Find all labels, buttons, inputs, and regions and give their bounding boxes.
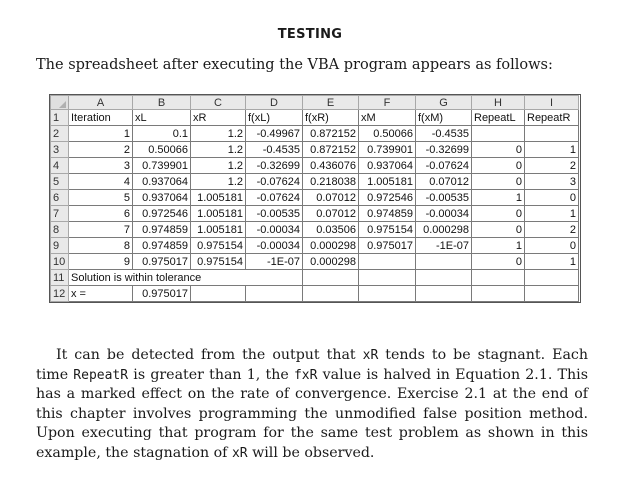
row-header-12[interactable]: 12 [51,286,69,302]
cell-f4[interactable]: 0.937064 [359,158,416,174]
column-header-f[interactable]: F [359,96,416,110]
body-paragraph [36,346,588,463]
cell-c8[interactable]: 1.005181 [191,222,246,238]
cell-a10[interactable]: 9 [69,254,133,270]
column-header-b[interactable]: B [133,96,191,110]
cell-e3[interactable]: 0.872152 [303,142,359,158]
section-heading: TESTING [277,27,343,42]
cell-b8[interactable]: 0.974859 [133,222,191,238]
cell-i8[interactable]: 2 [525,222,579,238]
cell-c5[interactable]: 1.2 [191,174,246,190]
table-row [51,270,579,286]
table-row [51,142,579,158]
cell-h9[interactable]: 1 [472,238,525,254]
cell-c10[interactable]: 0.975154 [191,254,246,270]
cell-d6[interactable]: -0.07624 [246,190,303,206]
cell-f2[interactable]: 0.50066 [359,126,416,142]
cell-f6[interactable]: 0.972546 [359,190,416,206]
row-header-1[interactable]: 1 [51,110,69,126]
cell-c3[interactable]: 1.2 [191,142,246,158]
table-row [51,126,579,142]
cell-c1[interactable]: xR [191,110,246,126]
table-row [51,158,579,174]
cell-i2[interactable] [525,126,579,142]
row-header-9[interactable]: 9 [51,238,69,254]
cell-d4[interactable]: -0.32699 [246,158,303,174]
cell-c2[interactable]: 1.2 [191,126,246,142]
spreadsheet-table [50,95,579,302]
select-all-corner[interactable] [51,96,69,110]
cell-d5[interactable]: -0.07624 [246,174,303,190]
row-header-11[interactable]: 11 [51,270,69,286]
cell-g2[interactable]: -0.4535 [416,126,472,142]
cell-f3[interactable]: 0.739901 [359,142,416,158]
cell-e10[interactable]: 0.000298 [303,254,359,270]
cell-a4[interactable]: 3 [69,158,133,174]
column-header-a[interactable]: A [69,96,133,110]
cell-h7[interactable]: 0 [472,206,525,222]
cell-d10[interactable]: -1E-07 [246,254,303,270]
cell-h1[interactable]: RepeatL [472,110,525,126]
cell-g7[interactable]: -0.00034 [416,206,472,222]
table-row [51,254,579,270]
cell-h4[interactable]: 0 [472,158,525,174]
cell-e1[interactable]: f(xR) [303,110,359,126]
row-header-3[interactable]: 3 [51,142,69,158]
cell-a8[interactable]: 7 [69,222,133,238]
cell-g6[interactable]: -0.00535 [416,190,472,206]
cell-h2[interactable] [472,126,525,142]
cell-g3[interactable]: -0.32699 [416,142,472,158]
cell-e6[interactable]: 0.07012 [303,190,359,206]
cell-b7[interactable]: 0.972546 [133,206,191,222]
cell-f9[interactable]: 0.975017 [359,238,416,254]
cell-i9[interactable]: 0 [525,238,579,254]
cell-d2[interactable]: -0.49967 [246,126,303,142]
column-header-c[interactable]: C [191,96,246,110]
spreadsheet [49,94,581,303]
row-header-5[interactable]: 5 [51,174,69,190]
code-xR: xR [362,348,379,363]
cell-d1[interactable]: f(xL) [246,110,303,126]
para-text-4: value is halved in Equation 2.1. This has a marked effect on the rate of convergence. Exercise 2.1 at the end of this chapter involves programming the unmodified false position method. Upon executing that program for the same test problem as shown in this example, the stagnation of [36,366,588,461]
cell-b5[interactable]: 0.937064 [133,174,191,190]
cell-a2[interactable]: 1 [69,126,133,142]
para-text-2: tends to be stagnant. Each time [36,347,589,383]
cell-c4[interactable]: 1.2 [191,158,246,174]
cell-g10[interactable] [416,254,472,270]
cell-e8[interactable]: 0.03506 [303,222,359,238]
cell-e4[interactable]: 0.436076 [303,158,359,174]
cell-d7[interactable]: -0.00535 [246,206,303,222]
cell-g5[interactable]: 0.07012 [416,174,472,190]
cell-e12[interactable] [303,286,359,302]
cell-h10[interactable]: 0 [472,254,525,270]
cell-h12[interactable] [472,286,525,302]
para-text-1: It can be detected from the output that [56,347,363,363]
row-header-2[interactable]: 2 [51,126,69,142]
cell-a9[interactable]: 8 [69,238,133,254]
cell-a5[interactable]: 4 [69,174,133,190]
cell-e7[interactable]: 0.07012 [303,206,359,222]
cell-d9[interactable]: -0.00034 [246,238,303,254]
intro-text: The spreadsheet after executing the VBA program appears as follows: [36,57,553,73]
cell-i5[interactable]: 3 [525,174,579,190]
table-row [51,190,579,206]
table-row [51,222,579,238]
cell-i6[interactable]: 0 [525,190,579,206]
cell-h11[interactable] [472,270,525,286]
cell-h8[interactable]: 0 [472,222,525,238]
cell-d3[interactable]: -0.4535 [246,142,303,158]
table-row [51,206,579,222]
cell-g11[interactable] [416,270,472,286]
cell-i1[interactable]: RepeatR [525,110,579,126]
code-RepeatR: RepeatR [73,367,129,383]
cell-d11[interactable] [246,270,303,286]
cell-g12[interactable] [416,286,472,302]
cell-b10[interactable]: 0.975017 [133,254,191,270]
column-header-row [51,96,579,110]
cell-i11[interactable] [525,270,579,286]
cell-b6[interactable]: 0.937064 [133,190,191,206]
cell-i12[interactable] [525,286,579,302]
cell-f12[interactable] [359,286,416,302]
cell-a3[interactable]: 2 [69,142,133,158]
cell-h5[interactable]: 0 [472,174,525,190]
cell-b1[interactable]: xL [133,110,191,126]
row-header-4[interactable]: 4 [51,158,69,174]
cell-g9[interactable]: -1E-07 [416,238,472,254]
cell-b9[interactable]: 0.974859 [133,238,191,254]
cell-c7[interactable]: 1.005181 [191,206,246,222]
column-header-d[interactable]: D [246,96,303,110]
cell-e5[interactable]: 0.218038 [303,174,359,190]
code-fxR: fxR [293,367,318,383]
cell-g1[interactable]: f(xM) [416,110,472,126]
cell-e2[interactable]: 0.872152 [303,126,359,142]
cell-f10[interactable] [359,254,416,270]
row-header-10[interactable]: 10 [51,254,69,270]
row-header-8[interactable]: 8 [51,222,69,238]
cell-c12[interactable] [191,286,246,302]
cell-a6[interactable]: 5 [69,190,133,206]
cell-a1[interactable]: Iteration [69,110,133,126]
cell-f7[interactable]: 0.974859 [359,206,416,222]
cell-f11[interactable] [359,270,416,286]
cell-f8[interactable]: 0.975154 [359,222,416,238]
cell-a11[interactable]: Solution is within tolerance [69,270,133,286]
cell-c9[interactable]: 0.975154 [191,238,246,254]
table-row [51,110,579,126]
cell-b4[interactable]: 0.739901 [133,158,191,174]
column-header-i[interactable]: I [525,96,579,110]
column-header-g[interactable]: G [416,96,472,110]
cell-h3[interactable]: 0 [472,142,525,158]
cell-e9[interactable]: 0.000298 [303,238,359,254]
cell-a12[interactable]: x = [69,286,133,302]
cell-f1[interactable]: xM [359,110,416,126]
cell-b12[interactable]: 0.975017 [133,286,191,302]
cell-h6[interactable]: 1 [472,190,525,206]
row-header-7[interactable]: 7 [51,206,69,222]
cell-c6[interactable]: 1.005181 [191,190,246,206]
cell-d12[interactable] [246,286,303,302]
cell-g4[interactable]: -0.07624 [416,158,472,174]
cell-i4[interactable]: 2 [525,158,579,174]
cell-e11[interactable] [303,270,359,286]
cell-b2[interactable]: 0.1 [133,126,191,142]
code-xR-2: xR [231,445,248,461]
table-row [51,174,579,190]
cell-f5[interactable]: 1.005181 [359,174,416,190]
column-header-h[interactable]: H [472,96,525,110]
cell-g8[interactable]: 0.000298 [416,222,472,238]
row-header-6[interactable]: 6 [51,190,69,206]
table-row [51,286,579,302]
table-row [51,238,579,254]
cell-i3[interactable]: 1 [525,142,579,158]
cell-b3[interactable]: 0.50066 [133,142,191,158]
para-text-5: will be observed. [247,444,375,461]
para-text-3: is greater than 1, the [128,366,294,383]
cell-a7[interactable]: 6 [69,206,133,222]
column-header-e[interactable]: E [303,96,359,110]
cell-d8[interactable]: -0.00034 [246,222,303,238]
cell-i10[interactable]: 1 [525,254,579,270]
cell-i7[interactable]: 1 [525,206,579,222]
